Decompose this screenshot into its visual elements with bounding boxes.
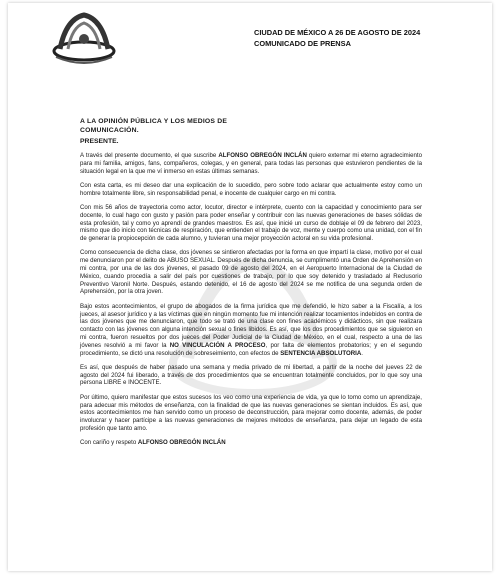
paragraph-2: Con esta carta, es mi deseo dar una explicación de lo sucedido, pero sobre todo aclarar que actualmente estoy como un hombre totalmente libre, sin responsabilidad penal, e inocente de cualquier cargo en mi contra. <box>80 181 422 197</box>
salutation: PRESENTE. <box>80 138 119 145</box>
closing-signer-name: ALFONSO OBREGÓN INCLÁN <box>137 439 226 447</box>
logo-icon <box>46 9 122 73</box>
p4-text-after: . Después de dicha denuncia, se cumplimentó una Orden de Aprehensión en mi contra, por una de las dos jóvenes, el pasado 09 de agosto del 2024, en el Aeropuerto Internacional de la Ciudad de México, cuando procedía a salir del país por cuestiones de trabajo, por lo que soy detenido y trasladado al Reclusorio Preventivo Varonil Norte. Después, estando detenido, el 16 de agosto del 2024 se me notifica de una segunda orden de Aprehensión, por la otra joven. <box>80 257 422 296</box>
p5-text-2: , por falta de elementos probatorios; y en el segundo procedimiento, se dictó una resolución de sobreseimiento, con efectos de <box>80 341 422 357</box>
addressee-line-1: A LA OPINIÓN PÚBLICA Y LOS MEDIOS DE <box>80 118 228 125</box>
addressee <box>80 117 422 135</box>
crime-name: ABUSO SEXUAL <box>166 257 215 265</box>
date-line: CIUDAD DE MÉXICO A 26 DE AGOSTO DE 2024 <box>254 28 421 37</box>
sentencia-absolutoria: SENTENCIA ABSOLUTORIA <box>280 349 362 357</box>
letter-body <box>80 117 422 447</box>
p1-text-after: quiero externar mi eterno agradecimiento para mi familia, amigos, fans, compañeros, colegas, y en general, para todas las personas que estuvieron pendientes de la situación legal en la que me ví inmerso en estas últimas semanas. <box>80 152 422 175</box>
paragraph-7: Por último, quiero manifestar que estos sucesos los veo como una experiencia de vida, ya que lo tomo como un aprendizaje, para adecuar mis métodos de enseñanza, con la finalidad de que las nuevas generaciones se sientan incluidos. Es así, que estos acontecimientos me han servido como un proceso de deconstrucción, para mejorar como docente, además, de poder involucrar y hacer partícipe a las nuevas generaciones de mejores métodos de enseñanza, para dejar un legado de esta profesión que tanto amo. <box>80 393 422 432</box>
press-release-page <box>8 3 492 571</box>
addressee-line-2: COMUNICACIÓN. <box>80 127 139 134</box>
closing-text: Con cariño y respeto <box>80 439 138 447</box>
signer-name: ALFONSO OBREGÓN INCLÁN <box>218 152 307 159</box>
document-type: COMUNICADO DE PRENSA <box>254 39 351 48</box>
paragraph-1 <box>80 152 422 175</box>
paragraph-5 <box>80 303 422 358</box>
paragraph-6: Es así, que después de haber pasado una semana y media privado de mi libertad, a partir de la noche del jueves 22 de agosto del 2024 fui liberado, a través de dos procedimientos que se encuentran totalmente concluidos, por lo que soy una persona LIBRE e INOCENTE. <box>80 363 422 387</box>
header-block <box>254 27 420 49</box>
p1-text-before: A través del presente documento, el que suscribe <box>80 152 219 159</box>
no-vinculacion: NO VINCULACIÓN A PROCESO <box>169 341 266 349</box>
paragraph-4 <box>80 249 422 296</box>
closing-line <box>80 439 422 447</box>
paragraph-3: Con mis 56 años de trayectoria como actor, locutor, director e intérprete, cuento con la capacidad y conocimiento para ser docente, lo cual hago con gusto y pasión para poder enseñar y contribuir con las nuevas generaciones de bases sólidas de esta profesión, tal y como yo aprendí de grandes maestros. Es así, que inicié un curso de doblaje el 09 de febrero del 2023, mismo que dio inicio con técnicas de respiración, que entienden el trabajo de voz, mente y cuerpo como una unidad, con el fin de generar la propiocepción de cada alumno, y tuvieran una mejor proyección actoral en su vida profesional. <box>80 203 422 243</box>
p5-text-1: Bajo estos acontecimientos, el grupo de abogados de la firma jurídica que me defendió, le hizo saber a la Fiscalía, a los jueces, al asesor jurídico y a las víctimas que en ningún momento fue mi intención realizar tocamientos indebidos en contra de las dos jóvenes que me denunciaron, que todo se trató de una clase con fines académicos y didácticos, sin que realizara contacto con las jóvenes con alguna intención sexual o fines libidos. Es así, que los dos procedimientos que se siguieron en mi contra, fueron resueltos por dos jueces del Poder Judicial de la Ciudad de México, en el cual, respecto a una de las jóvenes resolvió a mi favor la <box>80 302 422 349</box>
p5-text-3: . <box>361 349 363 357</box>
p4-text-before: Como consecuencia de dicha clase, dos jóvenes se sintieron afectadas por la forma en que impartí la clase, motivo por el cual me denunciaron por el delito de <box>80 249 422 265</box>
